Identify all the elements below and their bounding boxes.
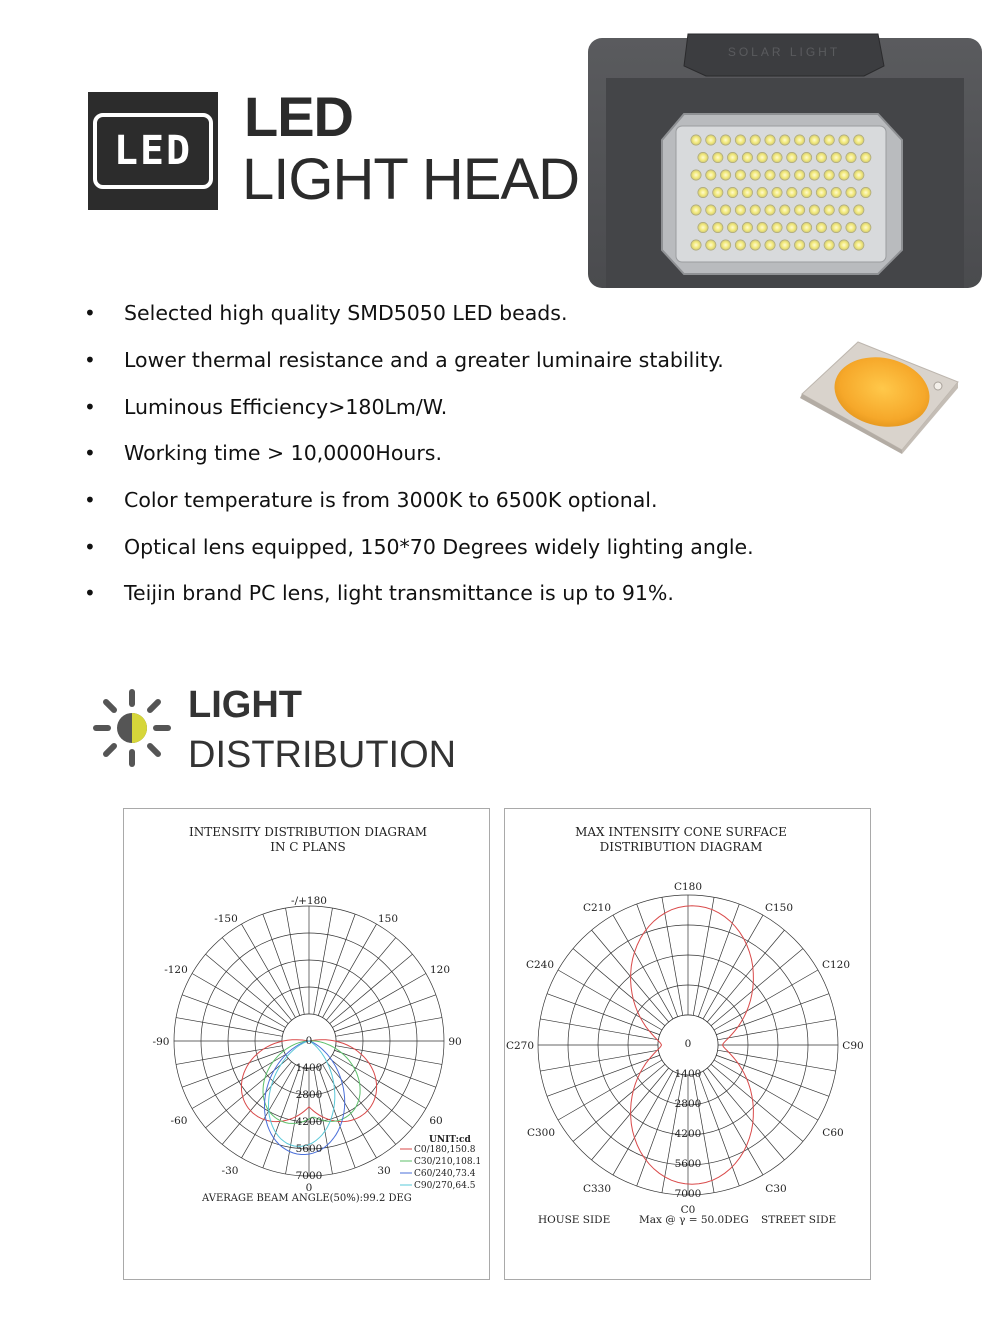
led-title: LED — [244, 85, 353, 148]
led-bead — [735, 240, 745, 250]
bullet: • — [84, 581, 96, 606]
angle-label: 90 — [448, 1036, 462, 1048]
grid-spoke — [323, 1064, 377, 1158]
angle-label: -150 — [214, 913, 238, 925]
led-bead — [809, 240, 819, 250]
feature-list — [80, 290, 800, 617]
diagram-title-line2: DISTRIBUTION DIAGRAM — [599, 840, 763, 854]
grid-spoke — [714, 970, 818, 1030]
grid-spoke — [714, 1060, 818, 1120]
led-bead — [750, 240, 760, 250]
led-bead — [713, 187, 723, 197]
grid-spoke — [192, 974, 286, 1028]
ring-label: 7000 — [295, 1170, 323, 1182]
led-bead — [735, 135, 745, 145]
grid-spoke — [718, 1050, 836, 1071]
list-item — [80, 570, 800, 617]
grid-spoke — [336, 1018, 442, 1037]
led-bead — [691, 240, 701, 250]
grid-spoke — [573, 1064, 665, 1141]
ring-label: 1400 — [674, 1068, 702, 1080]
led-bead — [839, 205, 849, 215]
ring-label: 7000 — [674, 1188, 702, 1200]
led-bead — [720, 205, 730, 215]
led-bead — [854, 170, 864, 180]
led-bead — [691, 135, 701, 145]
grid-spoke — [334, 1050, 435, 1087]
plane-label: C30 — [765, 1183, 787, 1195]
legend-label: C0/180,150.8 — [414, 1145, 476, 1155]
lamp-label: SOLAR LIGHT — [727, 45, 841, 59]
led-bead — [854, 205, 864, 215]
plane-label: C210 — [582, 902, 612, 914]
angle-label: -120 — [164, 964, 188, 976]
list-item — [80, 383, 800, 430]
grid-spoke — [613, 1071, 673, 1175]
plane-label: C150 — [764, 902, 794, 914]
list-item — [80, 337, 800, 384]
plane-label: C120 — [821, 959, 851, 971]
led-bead — [824, 205, 834, 215]
plane-label: C330 — [582, 1183, 612, 1195]
led-bead — [772, 152, 782, 162]
center-label: 0 — [684, 1038, 692, 1050]
led-bead — [735, 205, 745, 215]
list-item — [80, 477, 800, 524]
led-bead — [706, 135, 716, 145]
grid-spoke — [330, 954, 413, 1023]
street-side-label: STREET SIDE — [761, 1214, 837, 1226]
feature-text: Color temperature is from 3000K to 6500K optional. — [124, 488, 658, 513]
bullet: • — [84, 441, 96, 466]
led-bead — [831, 152, 841, 162]
led-bead — [839, 135, 849, 145]
led-bead — [801, 152, 811, 162]
led-bead — [691, 170, 701, 180]
feature-text: Working time > 10,0000Hours. — [124, 441, 443, 466]
ring-label: 5600 — [674, 1158, 702, 1170]
beam-angle-footer: AVERAGE BEAM ANGLE(50%):99.2 DEG — [202, 1193, 412, 1204]
legend-label: C60/240,73.4 — [414, 1169, 476, 1179]
grid-spoke — [613, 915, 673, 1019]
led-bead — [846, 222, 856, 232]
led-bead — [831, 187, 841, 197]
grid-spoke — [242, 924, 296, 1018]
grid-spoke — [192, 1055, 286, 1109]
led-bead — [706, 240, 716, 250]
polar-plot-cone-surface — [505, 809, 872, 1281]
led-bead — [801, 187, 811, 197]
grid-spoke — [547, 994, 660, 1035]
led-bead — [727, 187, 737, 197]
diagram-title-line2: IN C PLANS — [270, 840, 346, 854]
led-bead — [831, 222, 841, 232]
grid-spoke — [718, 1019, 836, 1040]
led-bead — [794, 240, 804, 250]
led-bead — [720, 170, 730, 180]
led-bead — [713, 152, 723, 162]
grid-spoke — [206, 1058, 289, 1127]
grid-spoke — [592, 930, 669, 1022]
led-bead — [720, 240, 730, 250]
grid-spoke — [332, 1055, 426, 1109]
led-bead — [839, 170, 849, 180]
led-bead — [750, 170, 760, 180]
led-bead — [839, 240, 849, 250]
center-label: 0 — [305, 1035, 313, 1047]
led-bead — [750, 135, 760, 145]
led-bead — [809, 135, 819, 145]
grid-spoke — [182, 995, 283, 1032]
grid-spoke — [698, 904, 739, 1017]
led-subtitle: LIGHT HEAD — [242, 147, 580, 212]
led-bead — [824, 240, 834, 250]
led-bead — [780, 135, 790, 145]
led-bead — [780, 240, 790, 250]
grid-spoke — [176, 1046, 282, 1065]
led-bead — [765, 170, 775, 180]
led-bead — [720, 135, 730, 145]
grid-spoke — [637, 904, 678, 1017]
legend-label: C30/210,108.1 — [414, 1157, 482, 1167]
feature-text: Luminous Efficiency>180Lm/W. — [124, 394, 448, 419]
grid-spoke — [326, 938, 395, 1021]
grid-spoke — [547, 1055, 660, 1096]
grid-spoke — [330, 1058, 413, 1127]
ring-label: 4200 — [295, 1116, 323, 1128]
ring-label: 4200 — [674, 1128, 702, 1140]
led-bead — [787, 222, 797, 232]
smd-chip-image — [798, 336, 962, 454]
grid-spoke — [336, 1046, 442, 1065]
led-bead — [780, 170, 790, 180]
plane-label: C270 — [505, 1040, 535, 1052]
angle-label: -/+180 — [291, 895, 327, 907]
bullet: • — [84, 488, 96, 513]
led-bead — [727, 152, 737, 162]
grid-spoke — [558, 1060, 662, 1120]
led-bead — [757, 152, 767, 162]
led-bead — [713, 222, 723, 232]
led-bead — [765, 240, 775, 250]
ring-label: 5600 — [295, 1143, 323, 1155]
led-bead — [854, 135, 864, 145]
grid-spoke — [558, 970, 662, 1030]
plane-label: C90 — [842, 1040, 864, 1052]
angle-label: 30 — [377, 1165, 391, 1177]
grid-spoke — [318, 914, 355, 1015]
feature-text: Teijin brand PC lens, light transmittance is up to 91%. — [124, 581, 674, 606]
led-bead — [698, 187, 708, 197]
cone-surface-distribution-diagram — [504, 808, 871, 1280]
list-item — [80, 430, 800, 477]
house-side-label: HOUSE SIDE — [538, 1214, 611, 1226]
legend-label: C90/270,64.5 — [414, 1181, 476, 1191]
grid-spoke — [703, 915, 763, 1019]
led-bead — [765, 135, 775, 145]
grid-spoke — [573, 949, 665, 1026]
led-bead — [742, 222, 752, 232]
angle-label: -30 — [221, 1165, 239, 1177]
led-bead — [757, 187, 767, 197]
grid-spoke — [703, 1071, 763, 1175]
angle-label: -90 — [152, 1036, 170, 1048]
angle-label: 0 — [305, 1182, 313, 1194]
led-bead — [727, 222, 737, 232]
grid-spoke — [637, 1073, 678, 1186]
legend — [400, 1145, 481, 1191]
grid-spoke — [540, 1019, 658, 1040]
ring-label: 2800 — [295, 1089, 323, 1101]
grid-spoke — [540, 1050, 658, 1071]
light-distribution-subtitle: DISTRIBUTION — [188, 734, 457, 776]
led-bead — [757, 222, 767, 232]
grid-spoke — [711, 949, 803, 1026]
angle-label: 60 — [429, 1115, 443, 1127]
lamp-head-image — [588, 30, 982, 288]
led-bead — [846, 152, 856, 162]
grid-spoke — [314, 908, 333, 1014]
plane-label: C0 — [680, 1204, 696, 1216]
led-bead — [854, 240, 864, 250]
led-bead — [861, 222, 871, 232]
plane-label: C60 — [822, 1127, 844, 1139]
grid-spoke — [716, 1055, 829, 1096]
led-bead — [794, 205, 804, 215]
grid-spoke — [592, 1068, 669, 1160]
led-bead — [816, 152, 826, 162]
bullet: • — [84, 348, 96, 373]
led-bead — [750, 205, 760, 215]
light-distribution-title: LIGHT — [188, 684, 302, 726]
led-bead — [861, 152, 871, 162]
led-badge-icon — [88, 92, 218, 210]
angle-label: 150 — [377, 913, 399, 925]
intensity-distribution-diagram — [123, 808, 490, 1280]
led-bead — [698, 222, 708, 232]
grid-spoke — [698, 1073, 739, 1186]
led-bead — [824, 170, 834, 180]
led-bead — [698, 152, 708, 162]
led-bead — [861, 187, 871, 197]
grid-spoke — [711, 1064, 803, 1141]
sun-icon — [92, 688, 172, 768]
led-bead — [824, 135, 834, 145]
diagram-title-line1: MAX INTENSITY CONE SURFACE — [575, 825, 787, 839]
bullet: • — [84, 394, 96, 419]
polar-plot-c-planes — [124, 809, 491, 1281]
grid-spoke — [263, 914, 300, 1015]
led-bead — [787, 152, 797, 162]
feature-text: Selected high quality SMD5050 LED beads. — [124, 301, 568, 326]
led-bead — [780, 205, 790, 215]
led-bead — [794, 135, 804, 145]
led-bead — [846, 187, 856, 197]
grid-spoke — [716, 994, 829, 1035]
led-bead — [794, 170, 804, 180]
led-bead — [691, 205, 701, 215]
grid-spoke — [326, 1062, 395, 1145]
diagram-title-line1: INTENSITY DISTRIBUTION DIAGRAM — [189, 825, 427, 839]
led-bead — [801, 222, 811, 232]
grid-spoke — [332, 974, 426, 1028]
unit-label: UNIT:cd — [429, 1135, 471, 1145]
plane-label: C240 — [525, 959, 555, 971]
led-badge-frame — [93, 113, 213, 189]
max-gamma-label: Max @ γ = 50.0DEG — [639, 1214, 749, 1226]
led-bead — [816, 222, 826, 232]
led-bead — [787, 187, 797, 197]
feature-text: Lower thermal resistance and a greater luminaire stability. — [124, 348, 724, 373]
plane-label: C300 — [526, 1127, 556, 1139]
led-bead — [765, 205, 775, 215]
angle-label: -60 — [170, 1115, 188, 1127]
grid-spoke — [222, 938, 291, 1021]
grid-spoke — [206, 954, 289, 1023]
led-bead — [742, 187, 752, 197]
led-bead — [772, 187, 782, 197]
ring-label: 2800 — [674, 1098, 702, 1110]
led-bead — [735, 170, 745, 180]
plane-label: C180 — [673, 881, 703, 893]
led-bead — [706, 170, 716, 180]
list-item — [80, 290, 800, 337]
list-item — [80, 523, 800, 570]
led-bead — [816, 187, 826, 197]
bullet: • — [84, 301, 96, 326]
angle-label: 120 — [429, 964, 451, 976]
led-bead — [809, 205, 819, 215]
feature-text: Optical lens equipped, 150*70 Degrees widely lighting angle. — [124, 534, 754, 559]
led-bead — [742, 152, 752, 162]
led-bead — [772, 222, 782, 232]
grid-spoke — [323, 924, 377, 1018]
grid-spoke — [662, 897, 683, 1015]
grid-spoke — [286, 908, 305, 1014]
bullet: • — [84, 534, 96, 559]
grid-spoke — [334, 995, 435, 1032]
grid-spoke — [222, 1062, 291, 1145]
grid-spoke — [176, 1018, 282, 1037]
led-bead — [809, 170, 819, 180]
led-bead — [706, 205, 716, 215]
ring-label: 1400 — [295, 1062, 323, 1074]
grid-spoke — [693, 897, 714, 1015]
led-badge-text: LED — [113, 128, 193, 174]
